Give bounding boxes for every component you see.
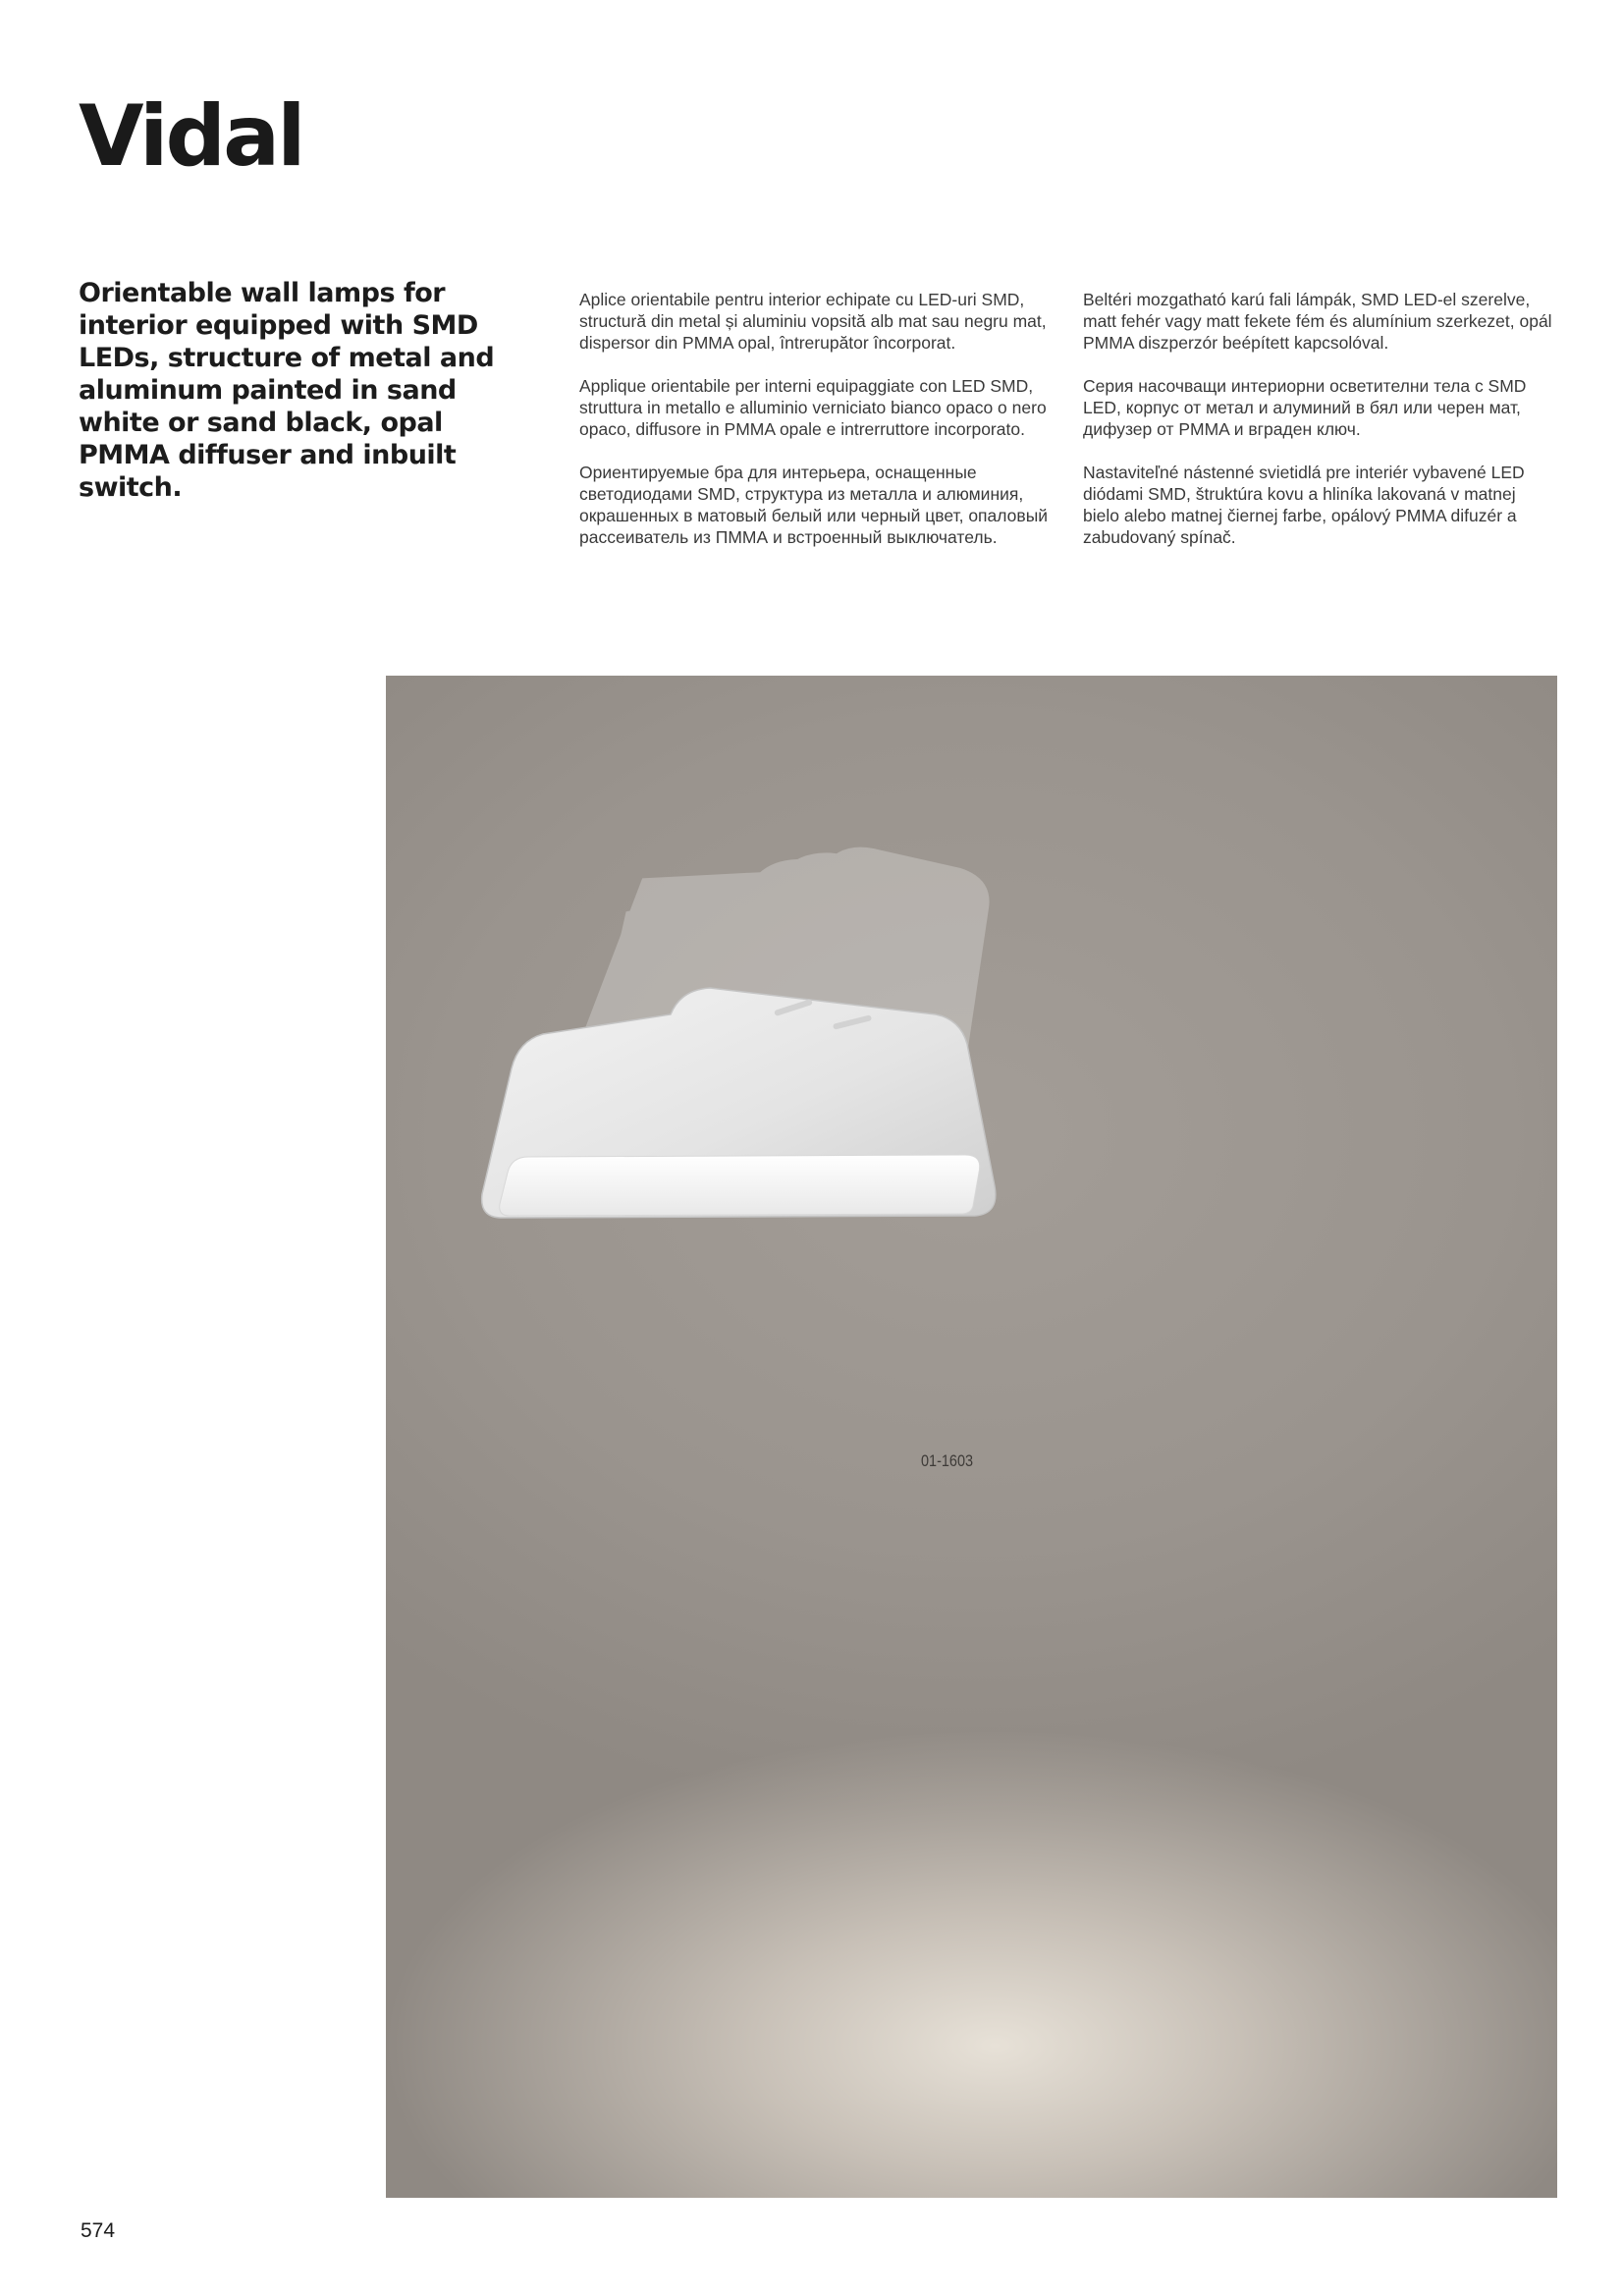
product-photo (386, 676, 1557, 2198)
lead-description-en: Orientable wall lamps for interior equipped with SMD LEDs, structure of metal and aluminum painted in sand white or sand black, opal PMMA diffuser and inbuilt switch. (79, 278, 495, 503)
description-hu: Beltéri mozgatható karú fali lámpák, SMD LED-el szerelve, matt fehér vagy matt fekete fém és alumínium szerkezet, opál PMMA diszperzór beépített kapcsolóval. (1083, 290, 1552, 353)
description-ru: Ориентируемые бра для интерьера, оснащенные светодиодами SMD, структура из металла и алюминия, окрашенных в матовый белый или черный цвет, опаловый рассеиватель из ПММА и встроенный выключатель. (579, 463, 1049, 547)
description-sk: Nastaviteľné nástenné svietidlá pre interiér vybavené LED diódami SMD, štruktúra kovu a hliníka lakovaná v matnej bielo alebo matnej čiernej farbe, opálový PMMA difuzér a zabudovaný spínač. (1083, 463, 1525, 547)
wall-lamp-illustration (386, 676, 1557, 2198)
description-ro: Aplice orientabile pentru interior echipate cu LED-uri SMD, structură din metal și aluminiu vopsită alb mat sau negru mat, dispersor din PMMA opal, întrerupător încorporat. (579, 290, 1047, 353)
lamp-main (482, 988, 996, 1218)
product-code-label: 01-1603 (921, 1451, 974, 1470)
description-column-2 (1083, 289, 1554, 570)
page-title: Vidal (79, 87, 303, 186)
description-it: Applique orientabile per interni equipaggiate con LED SMD, struttura in metallo e alluminio verniciato bianco opaco o nero opaco, diffusore in PMMA opale e intrerruttore incorporato. (579, 376, 1047, 439)
description-column-1 (579, 289, 1051, 570)
description-bg: Серия насочващи интериорни осветителни тела с SMD LED, корпус от метал и алуминий в бял или черен мат, дифузер от PMMA и вграден ключ. (1083, 376, 1527, 439)
page-number: 574 (81, 2219, 116, 2242)
